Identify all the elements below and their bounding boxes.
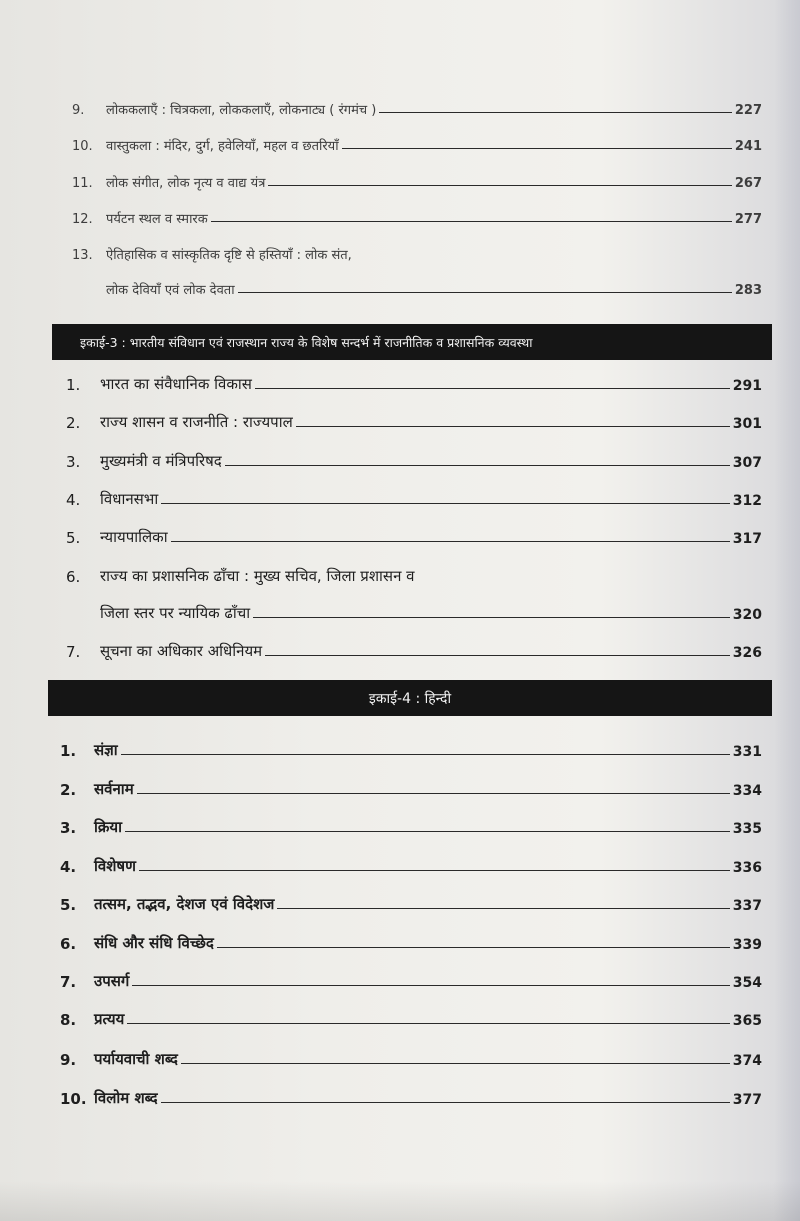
toc-entry [66, 479, 762, 509]
dotted-leader [296, 426, 730, 427]
page-edge-shadow [774, 0, 800, 1221]
entry-title: पर्यटन स्थल व स्मारक [106, 212, 208, 227]
entry-title: सर्वनाम [94, 780, 134, 798]
entry-number: 2. [60, 781, 77, 799]
dotted-leader [225, 465, 730, 466]
entry-page-number: 277 [734, 212, 762, 227]
entry-page-number: 331 [732, 744, 762, 760]
entry-number: 12. [72, 212, 93, 227]
toc-entry [60, 1078, 762, 1108]
entry-page-number: 320 [732, 607, 762, 623]
entry-number: 5. [60, 896, 77, 914]
entry-page-number: 326 [732, 645, 762, 661]
dotted-leader [253, 617, 730, 618]
entry-page-number: 312 [732, 493, 762, 509]
entry-title-line2: लोक देवियाँ एवं लोक देवता [106, 283, 235, 298]
entry-number: 5. [66, 529, 81, 547]
toc-entry [60, 769, 762, 799]
entry-number: 3. [66, 453, 81, 471]
entry-number: 9. [72, 103, 85, 118]
dotted-leader [161, 503, 730, 504]
entry-title: प्रत्यय [94, 1010, 125, 1028]
toc-entry [66, 517, 762, 547]
entry-title: उपसर्ग [94, 972, 130, 990]
toc-entry [60, 961, 762, 991]
entry-title: तत्सम, तद्भव, देशज एवं विदेशज [94, 895, 275, 913]
toc-entry [60, 1039, 762, 1069]
dotted-leader [217, 947, 730, 948]
entry-number: 1. [66, 376, 81, 394]
entry-number: 10. [60, 1090, 87, 1108]
entry-number: 7. [66, 643, 81, 661]
toc-entry-multiline [66, 556, 762, 586]
entry-page-number: 337 [732, 898, 762, 914]
unit-heading-bar [48, 680, 772, 716]
entry-page-number: 335 [732, 821, 762, 837]
entry-title: विलोम शब्द [94, 1089, 158, 1107]
entry-number: 4. [66, 491, 81, 509]
entry-page-number: 283 [734, 283, 762, 298]
dotted-leader [379, 112, 732, 113]
entry-number: 1. [60, 742, 77, 760]
entry-title-line1: ऐतिहासिक व सांस्कृतिक दृष्टि से हस्तियाँ : लोक संत, [106, 248, 352, 263]
entry-title: राज्य शासन व राजनीति : राज्यपाल [100, 413, 293, 431]
entry-page-number: 336 [732, 860, 762, 876]
unit-heading-bar [52, 324, 772, 360]
page-bottom-shadow [0, 1181, 800, 1221]
toc-entry [72, 197, 762, 227]
entry-page-number: 267 [734, 176, 762, 191]
entry-page-number: 241 [734, 139, 762, 154]
entry-title-line1: राज्य का प्रशासनिक ढाँचा : मुख्य सचिव, जिला प्रशासन व [100, 567, 415, 585]
entry-number: 6. [66, 568, 81, 586]
toc-entry-continuation [106, 268, 762, 298]
dotted-leader [127, 1023, 729, 1024]
dotted-leader [161, 1102, 730, 1103]
dotted-leader [139, 870, 730, 871]
entry-number: 7. [60, 973, 77, 991]
toc-entry [66, 631, 762, 661]
entry-number: 10. [72, 139, 93, 154]
entry-title: संधि और संधि विच्छेद [94, 934, 214, 952]
entry-title: लोककलाएँ : चित्रकला, लोककलाएँ, लोकनाट्य ( रंगमंच ) [106, 103, 377, 118]
entry-title: संज्ञा [94, 741, 118, 759]
entry-page-number: 334 [732, 783, 762, 799]
entry-title: लोक संगीत, लोक नृत्य व वाद्य यंत्र [106, 176, 266, 191]
entry-title: भारत का संवैधानिक विकास [100, 375, 252, 393]
dotted-leader [181, 1063, 730, 1064]
entry-page-number: 227 [734, 103, 762, 118]
dotted-leader [255, 388, 730, 389]
entry-page-number: 301 [732, 416, 762, 432]
dotted-leader [342, 148, 732, 149]
entry-title: मुख्यमंत्री व मंत्रिपरिषद [100, 452, 222, 470]
dotted-leader [238, 292, 732, 293]
entry-number: 9. [60, 1051, 77, 1069]
unit-heading: इकाई-3 : भारतीय संविधान एवं राजस्थान राज्य के विशेष सन्दर्भ में राजनीतिक व प्रशासनिक व्यवस्था [80, 334, 533, 350]
toc-entry [60, 807, 762, 837]
unit-heading: इकाई-4 : हिन्दी [368, 690, 452, 707]
entry-number: 11. [72, 176, 93, 191]
toc-entry [72, 161, 762, 191]
dotted-leader [137, 793, 730, 794]
entry-title: वास्तुकला : मंदिर, दुर्ग, हवेलियाँ, महल व छतरियाँ [106, 139, 339, 154]
entry-page-number: 377 [732, 1092, 762, 1108]
toc-entry [72, 124, 762, 154]
entry-number: 2. [66, 414, 81, 432]
dotted-leader [211, 221, 732, 222]
dotted-leader [171, 541, 730, 542]
dotted-leader [132, 985, 729, 986]
dotted-leader [125, 831, 730, 832]
toc-entry-multiline [72, 233, 762, 263]
entry-title: क्रिया [94, 818, 122, 836]
entry-number: 4. [60, 858, 77, 876]
entry-number: 6. [60, 935, 77, 953]
entry-page-number: 365 [732, 1013, 762, 1029]
toc-entry [66, 364, 762, 394]
entry-number: 13. [72, 248, 93, 263]
entry-title: विधानसभा [100, 490, 159, 508]
entry-page-number: 317 [732, 531, 762, 547]
toc-entry [60, 730, 762, 760]
entry-title: न्यायपालिका [100, 528, 168, 546]
entry-title: विशेषण [94, 857, 136, 875]
entry-page-number: 339 [732, 937, 762, 953]
dotted-leader [277, 908, 729, 909]
toc-entry [72, 88, 762, 118]
toc-entry [66, 441, 762, 471]
dotted-leader [268, 185, 731, 186]
dotted-leader [265, 655, 730, 656]
entry-title-line2: जिला स्तर पर न्यायिक ढाँचा [100, 604, 251, 622]
toc-entry [66, 402, 762, 432]
dotted-leader [121, 754, 730, 755]
entry-page-number: 354 [732, 975, 762, 991]
entry-number: 8. [60, 1011, 77, 1029]
entry-number: 3. [60, 819, 77, 837]
entry-title: पर्यायवाची शब्द [94, 1050, 178, 1068]
entry-page-number: 307 [732, 455, 762, 471]
entry-page-number: 374 [732, 1053, 762, 1069]
toc-entry [60, 999, 762, 1029]
entry-page-number: 291 [732, 378, 762, 394]
entry-title: सूचना का अधिकार अधिनियम [100, 642, 263, 660]
toc-entry-continuation [100, 593, 762, 623]
toc-entry [60, 846, 762, 876]
toc-entry [60, 884, 762, 914]
toc-entry [60, 923, 762, 953]
